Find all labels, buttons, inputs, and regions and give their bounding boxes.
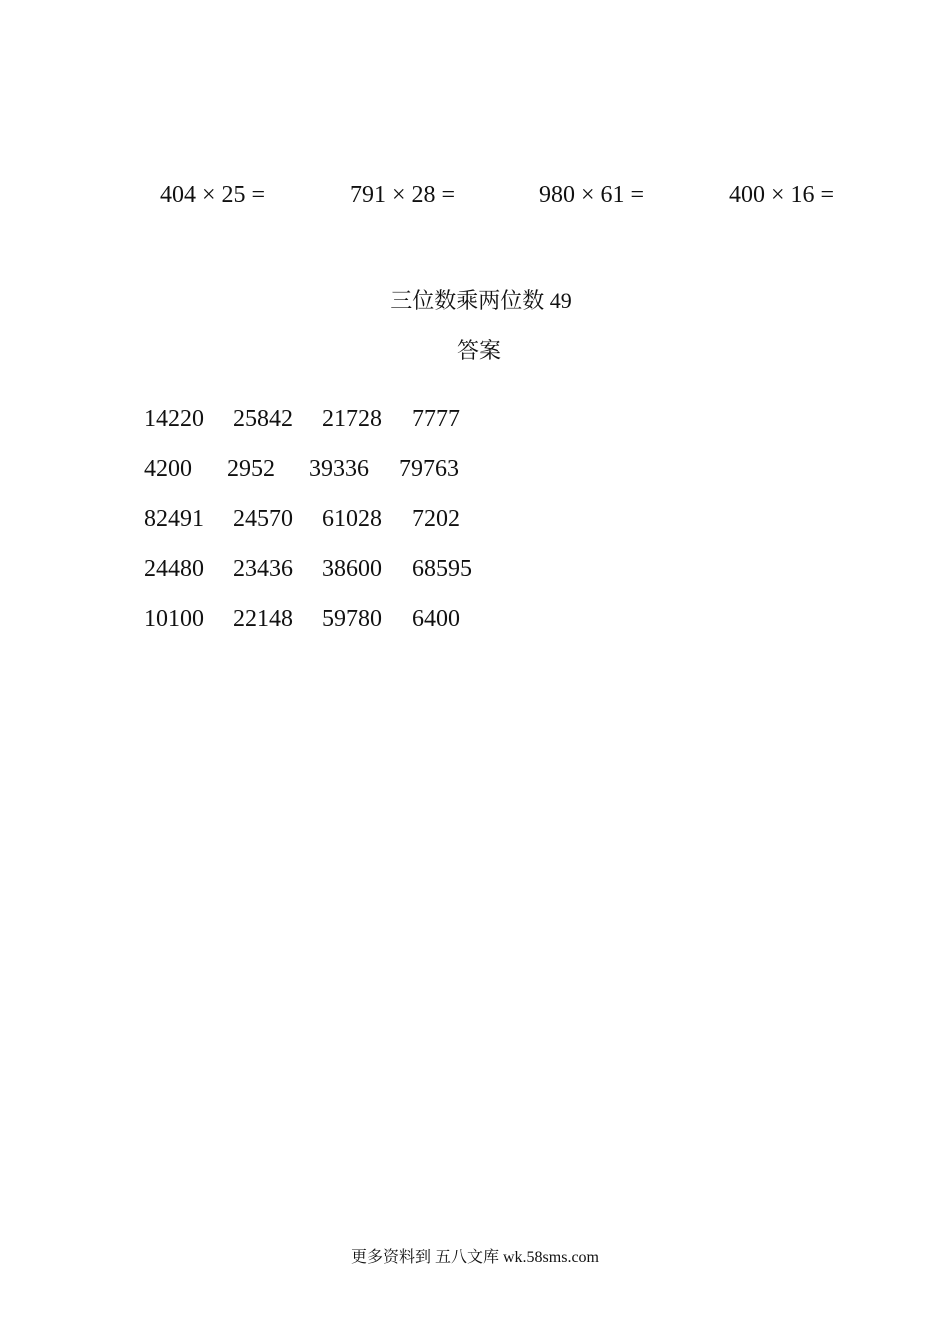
answer-heading-text: 答案 [456, 338, 501, 363]
answer-cell: 6400 [412, 606, 460, 632]
page-title [0, 284, 950, 315]
answer-cell: 21728 [322, 406, 382, 432]
problem-item: 404 × 25 = [160, 182, 266, 208]
answer-cell: 61028 [322, 506, 382, 532]
answer-cell: 4200 [144, 456, 192, 482]
answer-cell: 38600 [322, 556, 382, 582]
page-title-text: 三位数乘两位数 49 [390, 288, 572, 313]
answer-cell: 79763 [399, 456, 459, 482]
answer-cell: 10100 [144, 606, 204, 632]
answer-cell: 24480 [144, 556, 204, 582]
problem-row [0, 182, 950, 218]
answer-heading [0, 334, 950, 365]
problem-item: 980 × 61 = [539, 182, 645, 208]
answer-cell: 25842 [233, 406, 293, 432]
answer-cell: 14220 [144, 406, 204, 432]
answer-cell: 2952 [227, 456, 275, 482]
answer-cell: 23436 [233, 556, 293, 582]
answer-cell: 59780 [322, 606, 382, 632]
answer-cell: 7777 [412, 406, 460, 432]
answer-cell: 39336 [309, 456, 369, 482]
problem-item: 791 × 28 = [350, 182, 456, 208]
answer-cell: 68595 [412, 556, 472, 582]
problem-item: 400 × 16 = [729, 182, 835, 208]
answer-cell: 22148 [233, 606, 293, 632]
answer-cell: 24570 [233, 506, 293, 532]
answer-cell: 82491 [144, 506, 204, 532]
answer-cell: 7202 [412, 506, 460, 532]
page-footer [0, 1244, 950, 1267]
footer-text: 更多资料到 五八文库 wk.58sms.com [350, 1249, 599, 1266]
